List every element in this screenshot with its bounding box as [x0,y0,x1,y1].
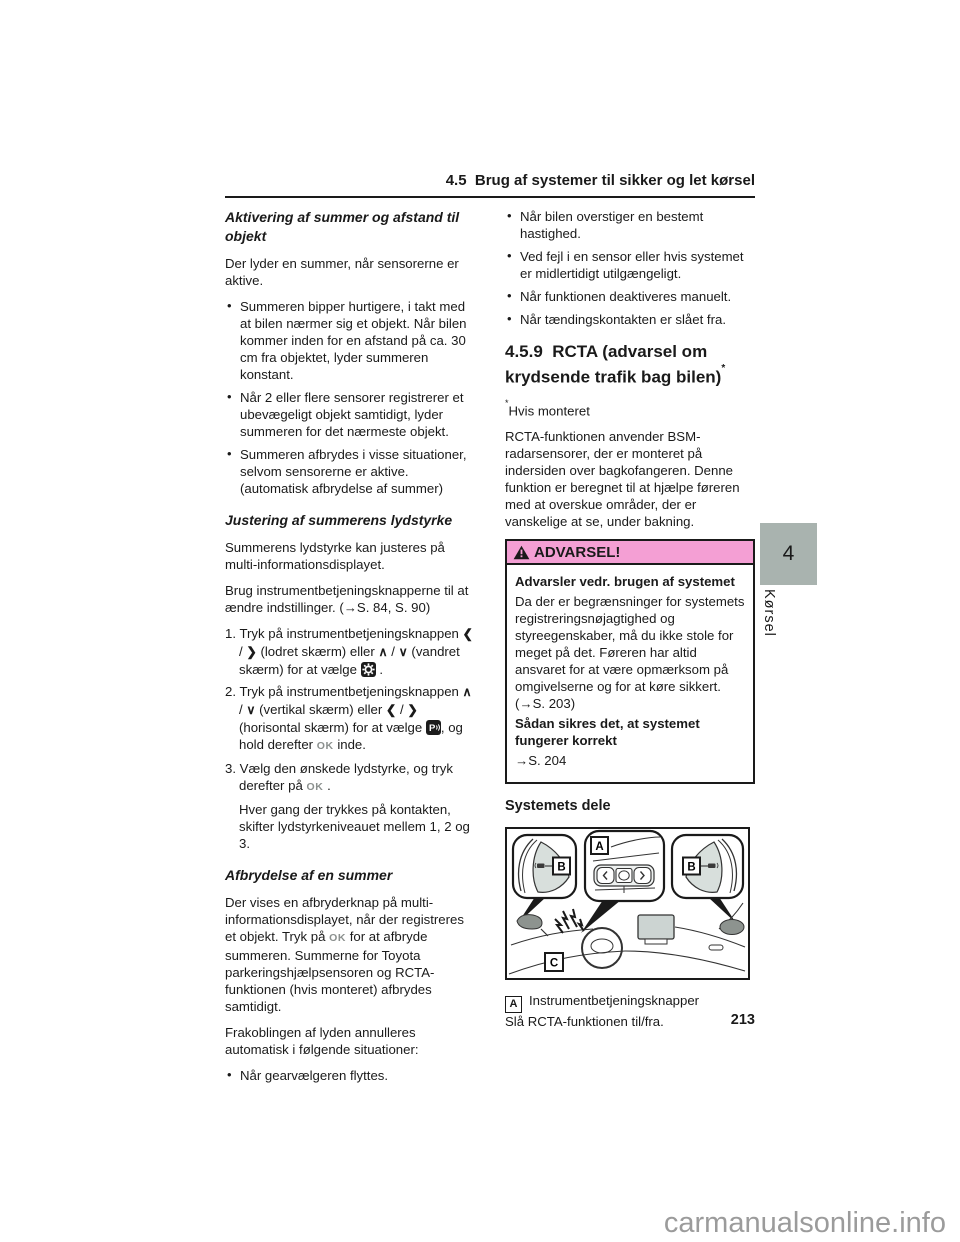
diagram-label-b-left: B [557,861,566,874]
page-header-title: 4.5 Brug af systemer til sikker og let kørsel [225,172,755,198]
diagram-label-b-right: B [687,861,696,874]
heading-activation: Aktivering af summer og afstand til objekt [225,209,460,244]
list-item: • Når 2 eller flere sensorer registrerer et ubevægeligt objekt samtidigt, lyder summeren for det nærmeste objekt. [225,389,473,440]
step-text: . [375,662,383,677]
heading-adjust-volume: Justering af summerens lydstyrke [225,512,453,528]
center-display [638,915,674,939]
system-diagram [505,827,755,980]
diagram-label-c: C [549,957,559,970]
settings-gear-icon [361,662,376,677]
chevron-right-icon: ❯ [246,645,257,659]
para-text: Der vises en afbryderknap på multi-informationsdisplayet, når der registreres et objekt. Tryk på [225,895,464,944]
heading-cancel-buzzer: Afbrydelse af en summer [225,867,393,883]
caption-line2: Slå RCTA-funktionen til/fra. [505,1014,664,1030]
chapter-tab-number: 4 [760,523,817,585]
step-number: 1. [225,626,236,641]
list-item: • Summeren afbrydes i visse situationer, selvom sensorerne er aktive. (automatisk afbrydelse af summer) [225,446,473,497]
diagram-label-a: A [595,841,604,854]
chevron-down-icon: ∨ [246,703,256,717]
para-buzzer: Der lyder en summer, når sensorerne er aktive. [225,256,459,288]
warning-subheading: Advarsler vedr. brugen af systemet [515,574,735,590]
step-3-note: Hver gang der trykkes på kontakten, skifter lydstyrkeniveauet mellem 1, 2 og 3. [239,802,470,851]
para-adjust-2: Brug instrumentbetjeningsknapperne til at ændre indstillinger. (→S. 84, S. 90) [225,583,469,615]
step-text: (vandret skærm) for at vælge [239,644,460,677]
parking-sensor-icon [426,720,441,735]
slash-separator: / [387,644,399,659]
chevron-left-icon: ❮ [385,703,397,717]
bsm-sensor-glyph [708,864,716,869]
section-title-rcta [505,341,755,389]
caption-label-a: A [505,996,522,1013]
page-number: 213 [730,1012,755,1028]
warning-triangle-icon [513,545,530,560]
step-text: Tryk på instrumentbetjeningsknappen [239,684,463,699]
chevron-down-icon: ∨ [398,645,408,659]
step-number: 2. [225,684,236,699]
step-text: (lodret skærm) eller [256,644,379,659]
list-item: • Når bilen overstiger en bestemt hastighed. [505,208,755,242]
slash-separator: / [239,702,247,717]
list-item: • Når tændingskontakten er slået fra. [505,311,755,328]
warning-title: ADVARSEL! [534,544,621,562]
para-rcta: RCTA-funktionen anvender BSM-radarsensorer, der er monteret på indersiden over bagkofangeren. Denne funktion er beregnet til at hjælpe føreren med at overskue områder, der er vanskelige at se, under bakning. [505,429,740,530]
slash-separator: / [396,702,408,717]
step-text: Vælg den ønskede lydstyrke, og tryk derefter på [239,761,453,793]
warning-body [507,565,753,782]
ok-key-icon: OK [316,740,334,752]
step-text: , og hold derefter [239,720,463,752]
deactivation-bullet-list [505,208,755,328]
warning-box [505,539,755,784]
svg-text:P: P [428,723,436,734]
step-2 [225,683,473,755]
para-text: for at afbryde summeren. Summerne for Toyota parkeringshjælpsensoren og RCTA-funktionen (hvis monteret) afbrydes samtidigt. [225,929,435,1014]
step-text: Tryk på instrumentbetjeningsknappen [239,626,463,641]
asterisk: * [721,363,726,374]
left-column [225,208,473,1090]
warning-text: Da der er begrænsninger for systemets registreringsnøjagtighed og styreegenskaber, må du ikke stole for meget på det. Føreren har altid ansvaret for at være opmærksom på omgivelserne og for at køre sikkert. (→S. 203) [515,594,745,712]
chevron-up-icon: ∧ [378,645,388,659]
para-adjust-1: Summerens lydstyrke kan justeres på multi-informationsdisplayet. [225,540,445,572]
list-item: • Ved fejl i en sensor eller hvis systemet er midlertidigt utilgængeligt. [505,248,755,282]
footnote-if-equipped [505,399,755,419]
right-column [505,208,755,1031]
list-item: • Summeren bipper hurtigere, i takt med at bilen nærmer sig et objekt. Når bilen kommer inden for en afstand på ca. 30 cm fra objektet, lyder summeren konstant. [225,298,473,383]
step-text: (vertikal skærm) eller [255,702,386,717]
step-number: 3. [225,761,236,776]
slash-separator: / [239,644,247,659]
list-item: • Når funktionen deaktiveres manuelt. [505,288,755,305]
step-text: . [323,778,331,793]
chevron-up-icon: ∧ [462,685,472,699]
chapter-tab-label: Kørsel [761,589,777,637]
adjust-steps [225,625,473,852]
step-1 [225,625,473,678]
asterisk: * [505,397,509,408]
heading-system-parts: Systemets dele [505,798,611,815]
footnote-text: Hvis monteret [508,403,590,419]
step-3 [225,760,473,796]
watermark: carmanualsonline.info [663,1207,946,1239]
list-item: • Når gearvælgeren flyttes. [225,1067,473,1084]
ok-key-icon: OK [329,932,347,944]
buzzer-bullet-list [225,298,473,497]
para-mute: Frakoblingen af lyden annulleres automatisk i følgende situationer: [225,1025,419,1057]
mute-bullet-list [225,1067,473,1084]
bsm-sensor-glyph [537,864,545,869]
step-text: inde. [333,737,366,752]
para-cancel [225,894,473,1015]
step-text: (horisontal skærm) for at vælge [239,720,426,735]
section-title-text: 4.5.9 RCTA (advarsel om krydsende trafik bag bilen) [505,342,722,387]
warning-subheading: Sådan sikres det, at systemet fungerer korrekt [515,716,700,749]
warning-header [507,541,753,565]
chevron-right-icon: ❯ [407,703,418,717]
chevron-left-icon: ❮ [462,627,474,641]
warning-page-ref: →S. 204 [515,753,567,769]
caption-line1: Instrumentbetjeningsknapper [529,993,700,1009]
ok-key-icon: OK [306,781,324,793]
